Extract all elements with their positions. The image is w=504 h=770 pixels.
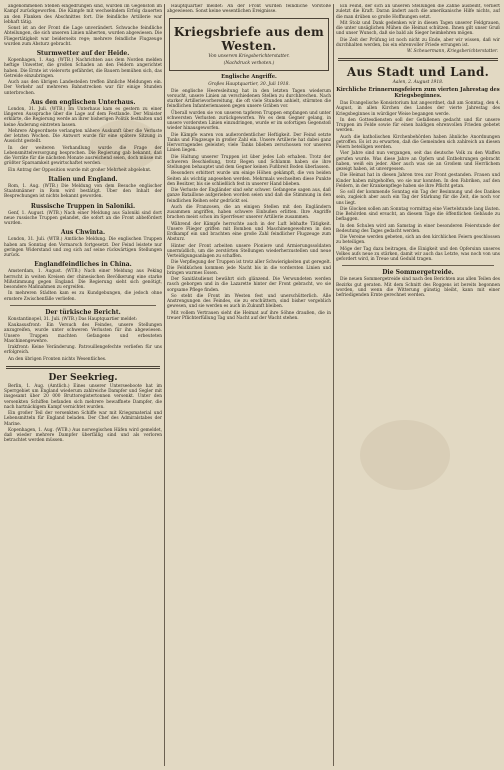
column-rule [164,4,165,766]
section-title: Die Sommergetreide. [382,269,454,277]
article-paragraph: Mit vollem Vertrauen sieht die Heimat auf ihre Söhne draußen, die in treuer Pflichterfüllung Tag und Nacht auf der Wacht stehen. [167,310,331,321]
article-paragraph: So soll der kommende Sonntag ein Tag der Besinnung und des Dankes sein, zugleich aber auch ein Tag der Stärkung für die Zeit, die noch vor uns liegt. [336,190,500,206]
section-divider [6,366,160,369]
article-paragraph: In der weiteren Verhandlung wurde die Frage der Lebensmittelversorgung besprochen. Die Regierung gab bekannt, daß die Vorräte für die nächsten Monate ausreichend seien, doch müsse mit größter Sparsamkeit gewirtschaftet werden. [4,145,162,167]
section-title: Aus den englischen Unterhaus. [30,98,136,106]
article-paragraph: Irakfront: Keine Veränderung. Patrouillengefechte verliefen für uns erfolgreich. [4,345,162,356]
lead-paragraph: Die Zeit der Prüfung ist noch nicht zu Ende, aber wir wissen, daß wir durchhalten werden, bis ein ehrenvoller Friede errungen ist. [336,37,500,48]
section-title: Aus Chwinta. [60,229,106,237]
article-paragraph: Kopenhagen, 1. Aug. (WTB.) Nachrichten aus dem Norden melden heftige Unwetter, die großen Schaden an den Feldern angerichtet haben. Die Ernte ist vielerorts gefährdet, die Bauern bemühen sich, das Getreide einzubringen. [4,58,162,79]
article-paragraph: In mehreren Städten kam es zu Kundgebungen, die jedoch ohne ernstere Zwischenfälle verliefen. [4,291,162,302]
article-paragraph: Mehrere Abgeordnete verlangten nähere Auskunft über die Verluste der letzten Wochen. Die Antwort wurde für eine spätere Sitzung in Aussicht gestellt. [4,128,162,145]
section-title: Italien und England. [48,175,118,183]
article-paragraph: London, 31. Juli. (WTB.) Amtliche Meldung. Die englischen Truppen haben am Sonntag den Vormarsch fortgesetzt. Der Feind leistete nur geringen Widerstand und zog sich auf seine rückwärtigen Stellungen zurück. [4,237,162,258]
feature-dateline: Großes Hauptquartier, 30. Juli 1918. [208,81,290,87]
article-paragraph: Vier Jahre sind nun vergangen, seit das deutsche Volk zu den Waffen gerufen wurde. Was diese Jahre an Opfern und Entbehrungen gebracht haben, weiß ein jeder. Aber auch was sie an Großem und Herrlichem gezeigt haben, ist unvergessen. [336,151,500,172]
article-paragraph: London, 31. Juli. (WTB.) Im Unterhaus kam es gestern zu einer längeren Aussprache über die Lage auf dem Festlande. Der Minister erklärte, die Regierung werde an ihrer bisherigen Politik festhalten und keine Änderung eintreten lassen. [4,106,162,128]
feature-header-box [169,18,329,71]
article-paragraph: Konstantinopel, 31. Juli. (WTB.) Das Hauptquartier meldet: [8,316,138,322]
lead-paragraph: Mit Stolz und Dank gedenken wir in diesen Tagen unserer Feldgrauen, die unter unsäglichen Mühen die Heimat schützen. Ihnen gilt unser Gruß und unser Wunsch, daß sie bald als Sieger heimkehren mögen. [336,20,500,37]
local-news-title: Aus Stadt und Land. [346,65,490,79]
article-paragraph: Möge der Tag dazu beitragen, die Einigkeit und den Opfersinn unseres Volkes aufs neue zu stärken, damit wir auch das Letzte, was noch von uns gefordert wird, in Treue und Geduld tragen. [336,246,500,262]
article-paragraph: Während der Kämpfe herrschte auch in der Luft lebhafte Tätigkeit. Unsere Flieger griffen mit Bomben und Maschinengewehren in den Erdkampf ein und brachten eine große Zahl feindlicher Flugzeuge zum Absturz. [167,221,331,243]
article-paragraph: Die Verluste der Engländer sind sehr schwer. Gefangene sagen aus, daß ganze Bataillone aufgerieben worden seien und daß die Stimmung in den feindlichen Reihen sehr gedrückt sei. [167,188,331,204]
column-right [336,4,500,766]
author-signature: W. Scheuermann, Kriegsberichterstatter. [406,49,498,54]
article-paragraph: Amsterdam, 1. August. (WTB.) Nach einer Meldung aus Peking herrscht in weiten Kreisen der chinesischen Bevölkerung eine starke Mißstimmung gegen England. Die Regierung sieht sich genötigt, besondere Maßnahmen zu ergreifen. [4,269,162,290]
article-paragraph: Ein Antrag der Opposition wurde mit großer Mehrheit abgelehnt. [8,167,152,173]
article-paragraph: Die Verpflegung der Truppen ist trotz aller Schwierigkeiten gut geregelt. Die Feldküchen kommen jede Nacht bis in die vordersten Linien und bringen warmes Essen. [167,260,331,276]
lead-paragraph: Hauptquartier meldet: An der Front wurden feindliche Vorstöße abgewiesen. Sonst keine wesentlichen Ereignisse. [167,4,331,15]
section-divider [10,305,156,306]
article-paragraph: Ein großer Teil der versenkten Schiffe war mit Kriegsmaterial und Lebensmitteln für England beladen. Der Chef des Admiralstabes der Marine. [4,411,162,427]
section-title: Englandfeindliches in China. [34,261,132,269]
article-paragraph: Die englische Heeresleitung hat in den letzten Tagen wiederum versucht, unsere Linien an verschiedenen Stellen zu durchbrechen. Nach starker Artillerievorbereitung, die oft viele Stunden anhielt, stürmten die feindlichen Infanteriemassen gegen unsere Gräben vor. [167,88,331,110]
column-middle [167,4,331,766]
article-paragraph: Auch die katholischen Kirchenbehörden haben ähnliche Anordnungen getroffen. Es ist zu erwarten, daß die Gemeinden sich zahlreich an diesen Feiern beteiligen werden. [336,134,500,150]
article-paragraph: Auch aus den übrigen Landesteilen treffen ähnliche Meldungen ein. Der Verkehr auf mehreren Bahnstrecken war für einige Stunden unterbrochen. [4,80,162,96]
column-left [4,4,162,766]
article-paragraph: Der Sanitätsdienst bewährt sich glänzend. Die Verwundeten werden rasch geborgen und in die Lazarette hinter der Front gebracht, wo sie sorgsame Pflege finden. [167,277,331,293]
column-rule [333,4,334,766]
feature-title: Kriegsbriefe aus dem Westen. [173,24,325,53]
local-section-title: Kirchliche Erinnerungsfeiern zum vierten Jahrestag des Kriegsbeginnes. [336,87,500,99]
feature-section-title: Englische Angriffe. [221,73,277,80]
article-paragraph: Kaukasusfront: Ein Versuch des Feindes, unsere Stellungen anzugreifen, wurde unter schweren Verlusten für ihn abgewiesen. Unsere Truppen machten Gefangene und erbeuteten Maschinengewehre. [4,323,162,344]
article-paragraph: In den Schulen wird am Samstag in einer besonderen Feierstunde der Bedeutung des Tages gedacht werden. [336,223,500,234]
article-paragraph: Die Haltung unserer Truppen ist über jedes Lob erhaben. Trotz der schweren Beschießung, trotz Regen und Schlamm haben sie ihre Stellungen behauptet und dem Gegner keinen Fußbreit Boden überlassen. [167,154,331,170]
section-divider [338,58,498,61]
reprint-note: (Nachdruck verboten.) [223,60,275,66]
article-paragraph: An den übrigen Fronten nichts Wesentliches. [8,356,107,362]
article-paragraph: Genf, 1. August. (WTB.) Nach einer Meldung aus Saloniki sind dort neue russische Truppen gelandet, die sofort an die Front abbefördert wurden. [4,210,162,226]
lead-paragraph: angenommenen Stellen eingedrungen sind, wurden im Gegenstoß im Kampf zurückgeworfen. Die Kämpfe mit wechselndem Erfolg dauerten an den Flanken des Abschnittes fort. Die feindliche Artillerie war lebhaft tätig. [4,4,162,25]
article-paragraph: Die Glocken sollen am Sonntag vormittag eine Viertelstunde lang läuten. Die Behörden sind ersucht, an diesem Tage die öffentlichen Gebäude zu beflaggen. [336,206,500,223]
article-paragraph: Überall wurden sie von unseren tapferen Truppen empfangen und unter schwersten Verlusten zurückgeworfen. Wo es dem Gegner gelang, in unsere vordersten Linien einzudringen, wurde er im sofortigen Gegenstoß wieder hinausgeworfen. [167,110,331,132]
article-paragraph: Die neuen Sommergetreide sind nach den Berichten aus allen Teilen des Bezirks gut geraten. Mit dem Schnitt des Roggens ist bereits begonnen worden, und wenn die Witterung günstig bleibt, kann mit einer befriedigenden Ernte gerechnet werden. [336,277,500,298]
article-paragraph: Hinter der Front arbeiten unsere Pioniere und Armierungssoldaten unermüdlich, um die zerstörten Stellungen wiederherzustellen und neue Verteidigungsanlagen zu schaffen. [167,243,331,259]
article-paragraph: Kopenhagen, 1. Aug. (WTB.) Aus norwegischen Häfen wird gemeldet, daß wieder mehrere Dampfer überfällig sind und als verloren betrachtet werden müssen. [4,427,162,444]
feature-subtitle: Von unserem Kriegsberichterstatter. [208,53,290,59]
sea-war-title: Der Seekrieg. [48,372,118,383]
article-paragraph: Das Evangelische Konsistorium hat angeordnet, daß am Sonntag, den 4. August, in allen Kirchen des Landes der vierte Jahrestag des Kriegsbeginnes in würdiger Weise begangen werde. [336,101,500,117]
article-paragraph: Rom, 1. Aug. (WTB.) Die Meldung von dem Besuche englischer Staatsmänner in Rom wird bestätigt. Über den Inhalt der Besprechungen ist nichts bekannt geworden. [4,183,162,200]
article-paragraph: In den Gottesdiensten soll der Gefallenen gedacht und für unsere Truppen im Felde sowie für einen baldigen ehrenvollen Frieden gebetet werden. [336,117,500,134]
article-paragraph: Die Vereine werden gebeten, sich an den kirchlichen Feiern geschlossen zu beteiligen. [336,235,500,246]
section-title: Der türkische Bericht. [45,308,121,316]
lead-paragraph: Sonst ist an der Front die Lage unverändert. Schwache feindliche Abteilungen, die sich unseren Linien näherten, wurden abgewiesen. Die Fliegertätigkeit war beiderseits rege; mehrere feindliche Flugzeuge wurden zum Absturz gebracht. [4,26,162,47]
article-paragraph: Besonders erbittert wurde um einige Höhen gekämpft, die von beiden Seiten als wichtig angesehen werden. Mehrmals wechselten diese Punkte den Besitzer, bis sie schließlich fest in unserer Hand blieben. [167,171,331,187]
section-divider [342,265,494,266]
local-dateline: Aalen, 2. August 1918. [392,80,444,85]
lead-paragraph: Ein Feind, der sich an unseren Stellungen die Zähne ausbeißt, verliert zuletzt die Kraft. Daran ändert auch die amerikanische Hilfe nichts, auf die man drüben so große Hoffnungen setzt. [336,4,500,20]
article-paragraph: Auch die Franzosen, die an einigen Stellen mit den Engländern zusammen angriffen, haben schwere Einbußen erlitten. Ihre Angriffe brachen meist schon im Sperrfeuer unserer Artillerie zusammen. [167,204,331,221]
article-paragraph: Berlin, 1. Aug. (Amtlich.) Eines unserer Unterseeboote hat im Sperrgebiet um England wiederum zahlreiche Dampfer und Segler mit insgesamt über 20 000 Bruttoregistertonnen versenkt. Unter den versenkten Schiffen befanden sich mehrere bewaffnete Dampfer, die nach hartnäckigem Kampf vernichtet wurden. [4,383,162,410]
article-paragraph: Die Heimat hat in diesen Jahren treu zur Front gestanden. Frauen und Kinder haben mitgeholfen, wo sie nur konnten. In den Fabriken, auf den Feldern, in der Krankenpflege haben sie ihre Pflicht getan. [336,173,500,189]
article-paragraph: Die Kämpfe waren von außerordentlicher Heftigkeit. Der Feind setzte Tanks und Flugzeuge in großer Zahl ein. Unsere Artillerie hat dabei ganz Hervorragendes geleistet; viele Tanks blieben zerschossen vor unseren Linien liegen. [167,132,331,154]
section-title: Russische Truppen in Saloniki. [30,202,136,210]
section-title: Sturmwetter auf der Heide. [36,50,130,57]
article-paragraph: So steht die Front im Westen fest und unerschütterlich. Alle Anstrengungen des Feindes, sie zu erschüttern, sind bisher vergeblich gewesen, und sie werden es auch in Zukunft bleiben. [167,293,331,310]
